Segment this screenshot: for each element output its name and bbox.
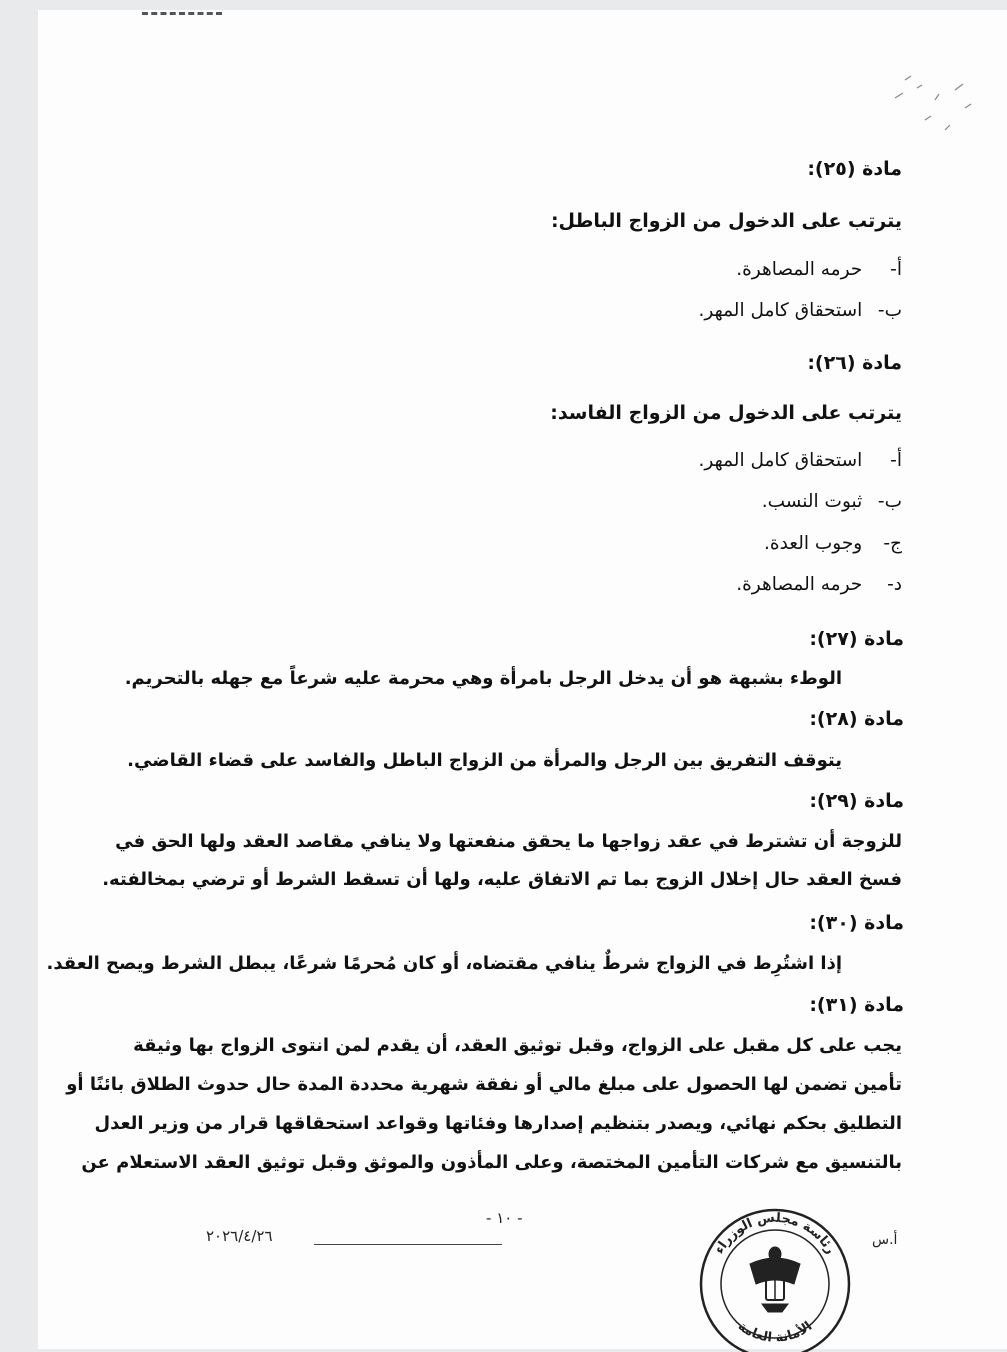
article-heading: مادة (٢٥): — [807, 158, 902, 180]
svg-text:الأمانة العامة — [735, 1319, 815, 1346]
initials: أ.س — [872, 1232, 898, 1248]
list-text: ثبوت النسب. — [761, 491, 863, 512]
list-text: استحقاق كامل المهر. — [698, 450, 863, 471]
article-text: تأمين تضمن لها الحصول على مبلغ مالي أو نفقة شهرية محددة المدة حال حدوث الطلاق بائنًا أو — [66, 1074, 902, 1095]
official-seal-stamp — [690, 1192, 860, 1352]
article-heading: مادة (٣١): — [809, 994, 904, 1016]
list-marker: أ- — [890, 450, 902, 471]
scan-mark — [142, 12, 222, 19]
list-text: استحقاق كامل المهر. — [698, 300, 863, 321]
article-text: الوطء بشبهة هو أن يدخل الرجل بامرأة وهي محرمة عليه شرعاً مع جهله بالتحريم. — [124, 668, 842, 689]
list-item — [736, 574, 902, 595]
article-text: للزوجة أن تشترط في عقد زواجها ما يحقق منفعتها ولا ينافي مقاصد العقد ولها الحق في — [115, 831, 902, 852]
signature-line — [314, 1244, 502, 1245]
document-date: ٢٠٢٦/٤/٢٦ — [206, 1227, 273, 1245]
article-lead: يترتب على الدخول من الزواج الباطل: — [550, 210, 902, 232]
article-text: التطليق بحكم نهائي، ويصدر بتنظيم إصدارها وفئاتها وقواعد استحقاقها قرار من وزير العدل — [94, 1113, 902, 1134]
article-text: يجب على كل مقبل على الزواج، وقبل توثيق العقد، أن يقدم لمن انتوى الزواج بها وثيقة — [133, 1035, 902, 1056]
article-heading: مادة (٢٩): — [809, 790, 904, 812]
article-heading: مادة (٢٧): — [809, 628, 904, 650]
list-text: حرمه المصاهرة. — [736, 259, 863, 280]
list-item — [699, 450, 903, 471]
list-item — [762, 491, 902, 512]
seal-top-text: رئاسة مجلس الوزراء — [711, 1210, 839, 1257]
list-text: وجوب العدة. — [764, 533, 863, 554]
article-heading: مادة (٢٨): — [809, 708, 904, 730]
list-marker: أ- — [890, 259, 902, 280]
list-text: حرمه المصاهرة. — [736, 574, 863, 595]
article-text: يتوقف التفريق بين الرجل والمرأة من الزواج الباطل والفاسد على قضاء القاضي. — [127, 750, 842, 771]
list-marker: ج- — [883, 533, 902, 554]
eagle-emblem-icon — [750, 1247, 800, 1312]
list-marker: ب- — [877, 300, 902, 321]
list-item — [764, 533, 902, 554]
list-item — [699, 300, 903, 321]
list-marker: د- — [887, 574, 902, 595]
article-text: بالتنسيق مع شركات التأمين المختصة، وعلى المأذون والموثق وقبل توثيق العقد الاستعلام عن — [81, 1152, 902, 1173]
pencil-scribble — [865, 70, 985, 150]
article-lead: يترتب على الدخول من الزواج الفاسد: — [550, 402, 902, 424]
seal-bottom-text: الأمانة العامة — [734, 1318, 816, 1346]
page-number: - ١٠ - — [486, 1209, 523, 1227]
list-item — [736, 259, 902, 280]
article-text: فسخ العقد حال إخلال الزوج بما تم الاتفاق عليه، ولها أن تسقط الشرط أو ترضي بمخالفته. — [102, 869, 902, 890]
article-heading: مادة (٣٠): — [809, 912, 904, 934]
article-heading: مادة (٢٦): — [807, 352, 902, 374]
list-marker: ب- — [877, 491, 902, 512]
article-text: إذا اشتُرِط في الزواج شرطٌ ينافي مقتضاه، أو كان مُحرمًا شرعًا، يبطل الشرط ويصح العقد. — [46, 953, 842, 974]
